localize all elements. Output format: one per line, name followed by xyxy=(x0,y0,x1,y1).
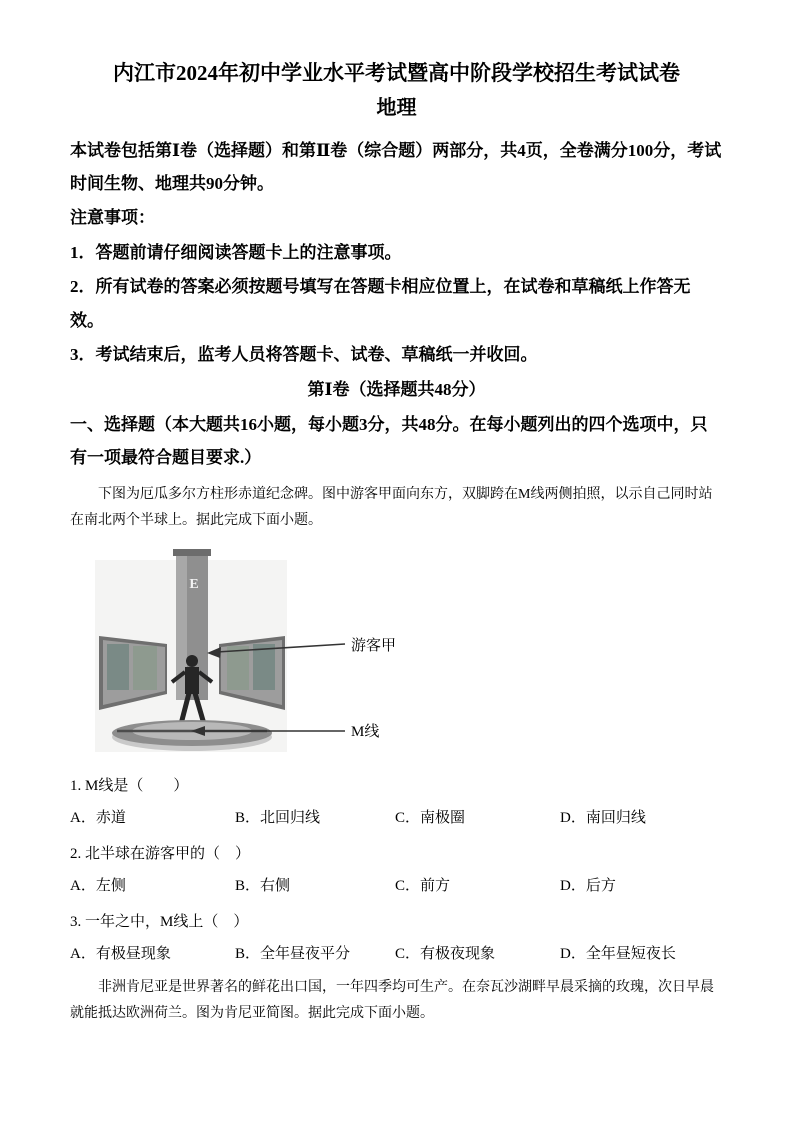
figure-label-tourist: 游客甲 xyxy=(351,638,397,654)
notice-item-1: 1．答题前请仔细阅读答题卡上的注意事项。 xyxy=(70,243,402,262)
question-1-option-c: C．南极圈 xyxy=(395,810,466,826)
question-3-stem: 3. 一年之中，M线上（ ） xyxy=(70,914,249,930)
left-mural-panel2 xyxy=(133,646,157,690)
question-2-option-b: B．右侧 xyxy=(235,878,291,894)
left-mural-panel xyxy=(107,644,129,690)
notice-item-3: 3．考试结束后，监考人员将答题卡、试卷、草稿纸一并收回。 xyxy=(70,345,538,364)
question-1-option-b: B．北回归线 xyxy=(235,810,321,826)
notice-item-2: 2．所有试卷的答案必须按题号填写在答题卡相应位置上，在试卷和草稿纸上作答无效。 xyxy=(70,277,691,330)
question-3-options xyxy=(70,941,723,967)
question-1-option-d: D．南回归线 xyxy=(560,810,646,826)
exam-title: 内江市2024年初中学业水平考试暨高中阶段学校招生考试试卷 xyxy=(113,61,680,85)
monument-cap xyxy=(173,549,211,556)
figure-label-mline: M线 xyxy=(351,724,380,740)
part-title: 一、选择题（本大题共16小题，每小题3分，共48分。在每小题列出的四个选项中，只有一项最符合题目要求.） xyxy=(70,415,708,467)
monument-figure xyxy=(95,540,723,763)
question-1-stem: 1. M线是（ ） xyxy=(70,778,189,794)
column-letter: E xyxy=(189,577,199,592)
question-2-stem: 2. 北半球在游客甲的（ ） xyxy=(70,846,251,862)
question-2-options xyxy=(70,873,723,899)
exam-subject: 地理 xyxy=(376,97,417,119)
exam-intro: 本试卷包括第Ⅰ卷（选择题）和第Ⅱ卷（综合题）两部分，共4页，全卷满分100分，考试时间生物、地理共90分钟。 xyxy=(70,141,722,193)
question-1-options xyxy=(70,805,723,831)
right-mural-panel2 xyxy=(253,644,275,690)
question-3-option-d: D．全年昼短夜长 xyxy=(560,946,676,962)
question-2-option-c: C．前方 xyxy=(395,878,451,894)
question-2-option-d: D．后方 xyxy=(560,878,616,894)
question-1-option-a: A．赤道 xyxy=(70,810,126,826)
question-3-option-b: B．全年昼夜平分 xyxy=(235,946,351,962)
question-3-option-a: A．有极昼现象 xyxy=(70,946,171,962)
passage-1: 下图为厄瓜多尔方柱形赤道纪念碑。图中游客甲面向东方，双脚跨在M线两侧拍照，以示自己同时站在南北两个半球上。据此完成下面小题。 xyxy=(70,487,713,528)
tourist-body xyxy=(185,667,199,694)
question-3-option-c: C．有极夜现象 xyxy=(395,946,496,962)
notice-heading: 注意事项： xyxy=(70,208,155,227)
volume-title: 第Ⅰ卷（选择题共48分） xyxy=(307,380,486,399)
monument-illustration xyxy=(95,540,425,758)
tourist-head xyxy=(186,655,198,667)
passage-2: 非洲肯尼亚是世界著名的鲜花出口国，一年四季均可生产。在奈瓦沙湖畔早晨采摘的玫瑰，次日早晨就能抵达欧洲荷兰。图为肯尼亚简图。据此完成下面小题。 xyxy=(70,980,714,1021)
question-2-option-a: A．左侧 xyxy=(70,878,126,894)
right-mural-panel xyxy=(227,646,249,690)
